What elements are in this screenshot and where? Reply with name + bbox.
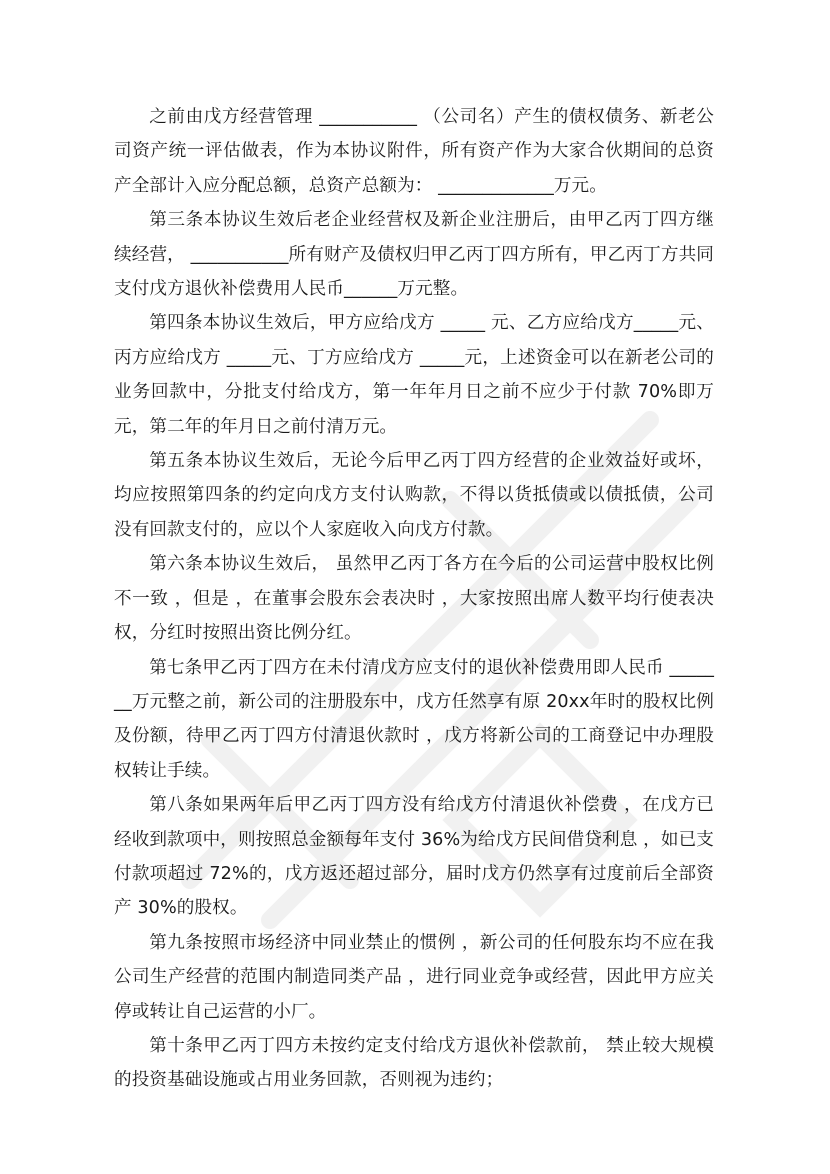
paragraph-article-4: 第四条本协议生效后，甲方应给戊方 _____ 元、乙方应给戊方_____元、丙方应给戊方 _____元、丁方应给戊方 _____元，上述资金可以在新老公司的业务回款中，分批支付给戊方，第一年年月日之前不应少于付款 70%即万元，第二年的年月日之前付清万元。	[114, 313, 714, 437]
document-body	[114, 100, 714, 1098]
paragraph-article-5: 第五条本协议生效后，无论今后甲乙丙丁四方经营的企业效益好或坏，均应按照第四条的约定向戊方支付认购款，不得以货抵债或以债抵债，公司没有回款支付的，应以个人家庭收入向戊方付款。	[114, 451, 714, 540]
paragraph-article-9: 第九条按照市场经济中同业禁止的惯例 ，新公司的任何股东均不应在我公司生产经营的范围内制造同类产品 ，进行同业竞争或经营，因此甲方应关停或转让自己运营的小厂。	[114, 932, 714, 1022]
paragraph-assets: 之前由戊方经营管理 ___________ （公司名）产生的债权债务、新老公司资产统一评估做表，作为本协议附件，所有资产作为大家合伙期间的总资产全部计入应分配总额，总资产总额为： _____________万元。	[114, 107, 714, 196]
paragraph-article-10: 第十条甲乙丙丁四方未按约定支付给戊方退伙补偿款前， 禁止较大规模的投资基础设施或占用业务回款，否则视为违约；	[114, 1035, 714, 1091]
paragraph-article-8: 第八条如果两年后甲乙丙丁四方没有给戊方付清退伙补偿费 ，在戊方已经收到款项中，则按照总金额每年支付 36%为给戊方民间借贷利息 ，如已支付款项超过 72%的，戊方返还超过部分，届时戊方仍然享有过度前后全部资产 30%的股权。	[114, 795, 714, 919]
paragraph-article-3: 第三条本协议生效后老企业经营权及新企业注册后，由甲乙丙丁四方继续经营， ___________所有财产及债权归甲乙丙丁四方所有，甲乙丙丁方共同支付戊方退伙补偿费用人民币______万元整。	[114, 210, 714, 300]
paragraph-article-7: 第七条甲乙丙丁四方在未付清戊方应支付的退伙补偿费用即人民币 _______万元整之前，新公司的注册股东中，戊方任然享有原 20xx年时的股权比例及份额，待甲乙丙丁四方付清退伙款时 ，戊方将新公司的工商登记中办理股权转让手续。	[114, 657, 714, 781]
paragraph-article-6: 第六条本协议生效后， 虽然甲乙丙丁各方在今后的公司运营中股权比例不一致 ，但是 ，在董事会股东会表决时 ，大家按照出席人数平均行使表决权，分红时按照出资比例分红。	[114, 554, 714, 644]
